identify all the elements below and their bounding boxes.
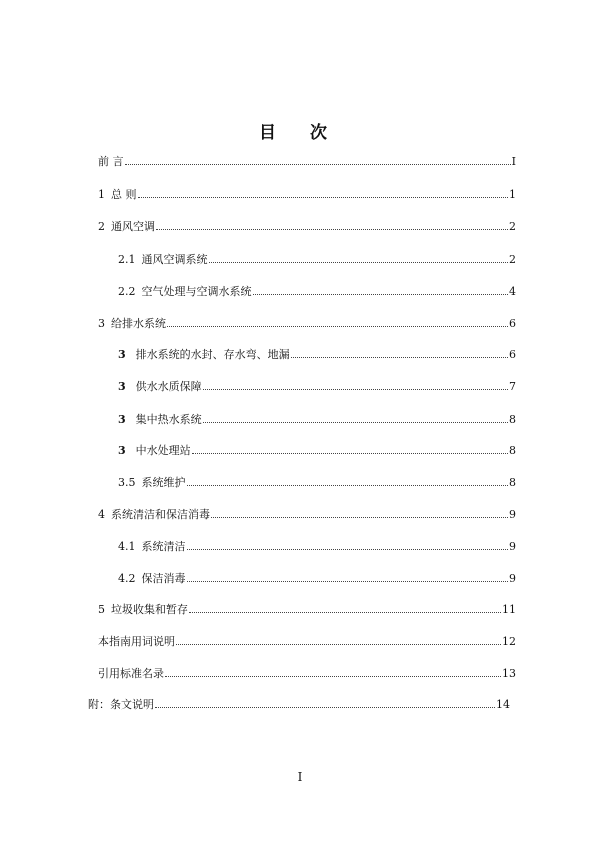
page-title: 目 次 [259, 123, 341, 143]
toc-section-number: 3 [118, 444, 126, 457]
toc-entry-label: 通风空调系统 [141, 253, 208, 266]
toc-entry-label: 系统清洁和保洁消毒 [111, 508, 210, 521]
toc-page-number: 8 [509, 476, 516, 489]
toc-page-number: 6 [509, 348, 516, 361]
toc-section-number: 2.1 [118, 253, 136, 266]
toc-section-number: 3 [118, 348, 126, 361]
toc-entry-label: 引用标准名录 [98, 667, 164, 680]
toc-entry-1[interactable] [98, 188, 516, 202]
toc-section-number: 1 [98, 188, 105, 201]
toc-section-number: 4.2 [118, 572, 136, 585]
toc-entry-references[interactable] [98, 667, 516, 681]
toc-entry-preface[interactable] [98, 155, 516, 169]
toc-section-number: 3 [118, 413, 126, 426]
toc-entry-appendix[interactable] [88, 698, 510, 712]
dot-leader [167, 326, 508, 327]
toc-page-number: I [511, 155, 516, 168]
toc-page-number: 4 [509, 285, 516, 298]
toc-page-number: 9 [509, 540, 516, 553]
dot-leader [176, 644, 501, 645]
toc-entry-label: 中水处理站 [135, 444, 191, 457]
toc-entry-5[interactable] [98, 603, 516, 617]
toc-entry-label: 系统清洁 [141, 540, 186, 553]
toc-page-number: 2 [509, 253, 516, 266]
dot-leader [211, 517, 508, 518]
dot-leader [187, 581, 509, 582]
toc-entry-label: 排水系统的水封、存水弯、地漏 [135, 348, 290, 361]
dot-leader [165, 676, 501, 677]
toc-page-number: 7 [509, 380, 516, 393]
toc-entry-label: 供水水质保障 [135, 380, 202, 393]
toc-entry-3-2[interactable] [118, 380, 516, 394]
toc-page-number: 8 [509, 444, 516, 457]
toc-entry-label: 通风空调 [111, 220, 155, 233]
toc-section-number: 5 [98, 603, 105, 616]
toc-entry-3-5[interactable] [118, 476, 516, 490]
toc-page-number: 9 [509, 508, 516, 521]
toc-page-number: 8 [509, 413, 516, 426]
dot-leader [187, 485, 509, 486]
toc-entry-label: 垃圾收集和暂存 [111, 603, 188, 616]
toc-entry-3-3[interactable] [118, 413, 516, 427]
toc-entry-label: 保洁消毒 [141, 572, 186, 585]
toc-entry-label: 系统维护 [141, 476, 186, 489]
toc-entry-2[interactable] [98, 220, 516, 234]
toc-section-number: 3.5 [118, 476, 136, 489]
toc-section-number: 4 [98, 508, 105, 521]
dot-leader [203, 389, 508, 390]
dot-leader [138, 197, 509, 198]
toc-section-number: 3 [118, 380, 126, 393]
dot-leader [192, 453, 508, 454]
toc-page-number: 9 [509, 572, 516, 585]
toc-section-number: 4.1 [118, 540, 136, 553]
dot-leader [189, 612, 501, 613]
toc-page-number: 14 [496, 698, 510, 711]
footer-page-number: I [297, 770, 303, 784]
toc-page-number: 13 [502, 667, 516, 680]
toc-entry-3[interactable] [98, 317, 516, 331]
toc-page-number: 6 [509, 317, 516, 330]
toc-entry-3-4[interactable] [118, 444, 516, 458]
dot-leader [187, 549, 509, 550]
toc-entry-label: 给排水系统 [111, 317, 166, 330]
dot-leader [291, 357, 508, 358]
toc-entry-4-1[interactable] [118, 540, 516, 554]
toc-page-number: 11 [502, 603, 516, 616]
toc-entry-2-1[interactable] [118, 253, 516, 267]
dot-leader [203, 422, 508, 423]
toc-section-number: 2.2 [118, 285, 136, 298]
toc-entry-3-1[interactable] [118, 348, 516, 362]
toc-entry-label: 空气处理与空调水系统 [141, 285, 252, 298]
toc-entry-label: 总 则 [111, 188, 137, 201]
toc-section-number: 2 [98, 220, 105, 233]
toc-entry-label: 附：条文说明 [88, 698, 154, 711]
toc-entry-4[interactable] [98, 508, 516, 522]
toc-entry-label: 前 言 [98, 155, 124, 168]
toc-page-number: 2 [509, 220, 516, 233]
toc-entry-label: 集中热水系统 [135, 413, 202, 426]
toc-page-number: 12 [502, 635, 516, 648]
dot-leader [155, 707, 495, 708]
toc-section-number: 3 [98, 317, 105, 330]
dot-leader [156, 229, 508, 230]
dot-leader [253, 294, 509, 295]
toc-entry-4-2[interactable] [118, 572, 516, 586]
toc-page-number: 1 [509, 188, 516, 201]
toc-entry-2-2[interactable] [118, 285, 516, 299]
dot-leader [209, 262, 509, 263]
toc-entry-terms[interactable] [98, 635, 516, 649]
dot-leader [125, 164, 511, 165]
toc-entry-label: 本指南用词说明 [98, 635, 175, 648]
